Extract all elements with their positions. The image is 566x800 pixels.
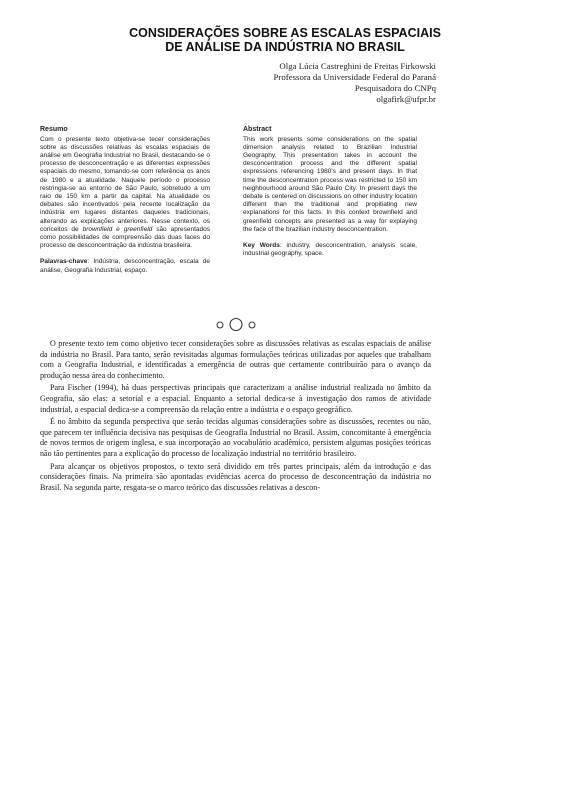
- author-affiliation: Pesquisadora do CNPq: [354, 83, 436, 93]
- title-line-1: CONSIDERAÇÕES SOBRE AS ESCALAS ESPACIAIS: [129, 26, 441, 40]
- author-email: olgafirk@ufpr.br: [376, 94, 436, 104]
- body-paragraph-1: O presente texto tem como objetivo tecer considerações sobre as discussões relativas as escalas espaciais de análise da indústria no Brasil. Para tanto, serão revisitadas algumas formulações teóricas utilizadas por aqueles que trabalham com a Geografia Industrial, e identificadas a emergência de outras que certamente contribuirão para o avanço da produção nessa área do conhecimento.: [40, 339, 431, 380]
- ornament-center-circle: [230, 319, 242, 331]
- resumo-text: [40, 136, 210, 251]
- resumo-keywords: [40, 258, 210, 274]
- resumo-keywords-label: Palavras-chave: [40, 258, 88, 266]
- ornament-right-circle: [249, 322, 255, 328]
- body-paragraph-3: É no âmbito da segunda perspectiva que serão tecidas algumas considerações sobre as discussões, recentes ou não, que parecem ter influência decisiva nas pesquisas de Geografia Industrial no Brasil. Assim, concomitante à emergência de novos termos de origem inglesa, e sua incorporação ao vocabulário acadêmico, persistem algumas posições teóricas não tão pertinentes para a explicação do processo de localização industrial no território brasileiro.: [40, 417, 431, 458]
- abstract-keywords-label: Key Words: [243, 241, 280, 249]
- resumo-text-part1: Com o presente texto objetiva-se tecer considerações sobre as discussões relativas às escalas espaciais de análise em Geografia Industrial no Brasil, destacando-se o processo de desconcentração e as diferentes expressões espaciais do mesmo, tomando-se com referência os anos de 1980 e a atualidade. Naquele período o processo restringia-se ao entorno de São Paulo, sobretudo a um raio de 150 km a partir da capital. Na atualidade os debates são incentivados pela recente localização da indústria em lugares distantes daqueles tradicionais, alterando as explicações anteriores. Nesse contexto, os conceitos de: [40, 135, 210, 233]
- ornament-left-circle: [217, 322, 223, 328]
- article-title: [90, 26, 480, 54]
- title-line-2: DE ANÁLISE DA INDÚSTRIA NO BRASIL: [165, 40, 405, 54]
- author-position: Professora da Universidade Federal do Paraná: [273, 72, 436, 82]
- abstract-column: [243, 126, 417, 258]
- resumo-column: [40, 126, 210, 275]
- author-name: Olga Lúcia Castreghini de Freitas Firkowski: [279, 61, 436, 71]
- abstract-heading: Abstract: [243, 126, 272, 133]
- body-paragraph-2: Para Fischer (1994), há duas perspectivas principais que caracterizam a análise industrial realizada no âmbito da Geografia, são elas: a setorial e a espacial. Enquanto a setorial dedica-se à investigação dos ramos de atividade industrial, a espacial dedica-se a compreensão da relação entre a indústria e o espaço geográfico.: [40, 383, 431, 414]
- section-divider-ornament: [214, 315, 264, 335]
- article-body: [40, 339, 431, 495]
- abstract-keywords: [243, 242, 417, 258]
- resumo-keywords-text: : Indústria, desconcentração, escala de análise, Geografia Industrial, espaço.: [40, 258, 210, 274]
- author-block: [136, 61, 436, 105]
- abstract-text: This work presents some considerations on the spatial dimension analysis related to Brazilian Industrial Geography. This presentation takes in account the desconcentration process and the different spatial expressions referencing 1980's and present days. In that time the desconcentration process was restricted to 150 km neighbourhood around São Paulo City. In present days the debate is centered on discussions on other industry location different than the traditional and propitiating new explanations for this facts. In this context brownfield and greenfield concepts are presented as a way for explaying the face of the brazilian industry desconcentration.: [243, 135, 417, 233]
- abstract-keywords-text: : industry, desconcentration, analysis scale, industrial geography, space.: [243, 241, 417, 258]
- resumo-heading: Resumo: [40, 126, 68, 133]
- body-paragraph-4: Para alcançar os objetivos propostos, o texto será dividido em três partes principais, além da introdução e das considerações finais. Na primeira são apontadas evidências acerca do processo de desconcentração da indústria no Brasil. Na segunda parte, resgata-se o marco teórico das discussões relativas a descon-: [40, 461, 431, 492]
- resumo-italic-terms: brownfield e greenfield: [82, 225, 153, 233]
- resumo-text-part2: são apresentados como possibilidades de compreensão das duas faces do processo de desconcentração da indústria brasileira.: [40, 225, 210, 250]
